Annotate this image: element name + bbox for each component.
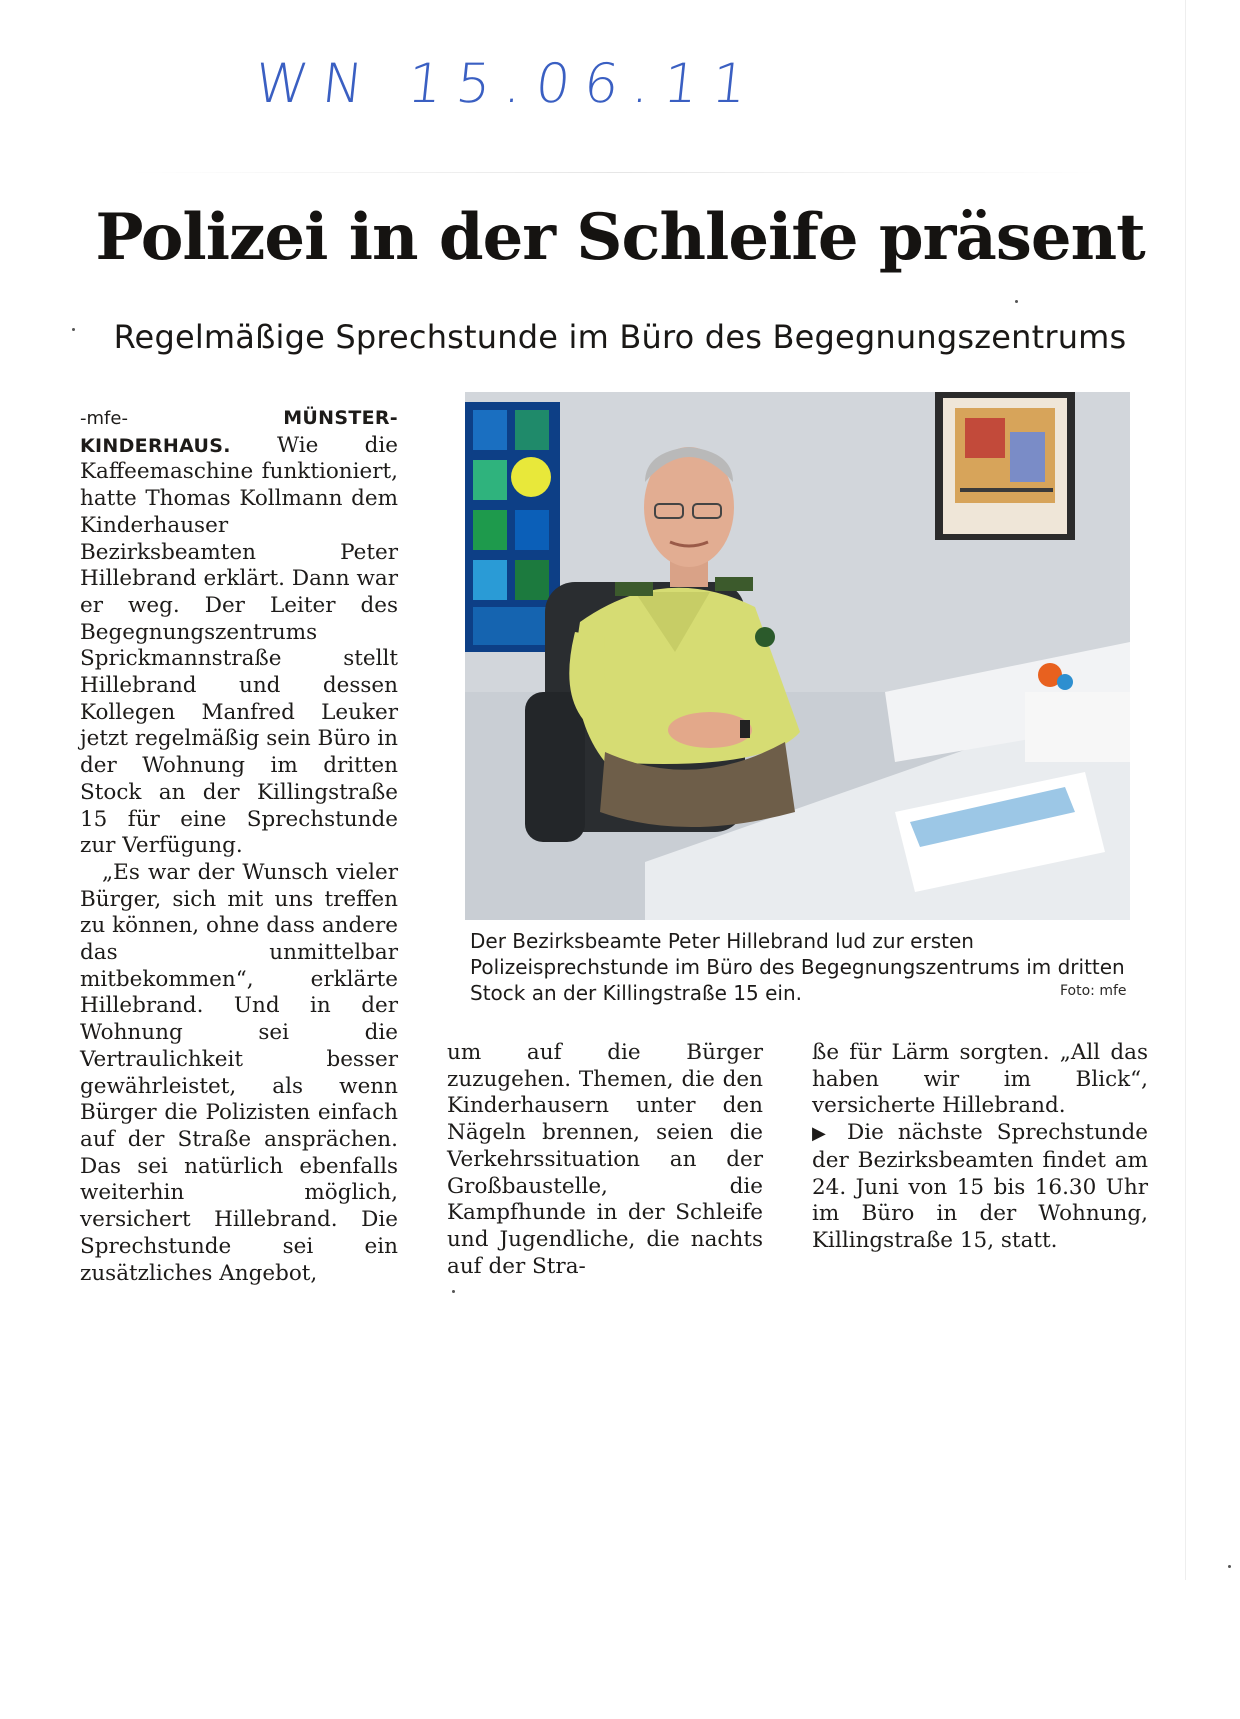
article-paragraph-1: [80, 405, 398, 860]
article-paragraph-2: „Es war der Wunsch vieler Bürger, sich mit uns treffen zu können, ohne dass andere das unmittelbar mitbekommen“, erklärte Hillebrand. Und in der Wohnung sei die Vertraulichkeit besser gewährleistet, als wenn Bürger die Polizisten einfach auf der Straße ansprächen. Das sei natürlich ebenfalls weiterhin möglich, versichert Hillebrand. Die Sprechstunde sei ein zusätzliches Angebot,: [80, 859, 398, 1286]
scan-edge: [1185, 0, 1186, 1580]
photo-illustration: [465, 392, 1130, 920]
notice-arrow-icon: ▶: [812, 1123, 833, 1145]
article-column-2: [447, 1040, 763, 1280]
article-column-1: [80, 405, 398, 1287]
scan-fold-line: [130, 172, 1110, 173]
photo-caption: Der Bezirksbeamte Peter Hillebrand lud zur ersten Polizeisprechstunde im Büro des Begegnungszentrums im dritten Stock an der Killingstraße 15 ein.: [470, 929, 1125, 1005]
handwritten-date-note: WN 15.06.11: [251, 52, 764, 115]
article-column-3: [812, 1040, 1148, 1255]
scan-speck: [1228, 1565, 1231, 1568]
dateline-place: MÜNSTER-KINDERHAUS.: [80, 407, 398, 457]
scan-speck: [72, 328, 75, 331]
column-3-text: ße für Lärm sorgten. „All das haben wir im Blick“, versicherte Hillebrand.: [812, 1040, 1148, 1119]
author-tag: -mfe-: [80, 408, 128, 429]
scan-speck: [1015, 300, 1018, 303]
article-photo: [465, 392, 1130, 920]
paragraph-1-text: Wie die Kaffeemaschine funktioniert, hatte Thomas Kollmann dem Kinderhauser Bezirksbeamten Peter Hillebrand erklärt. Dann war er weg. Der Leiter des Begegnungszentrums Sprickmannstraße stellt Hillebrand und dessen Kollegen Manfred Leuker jetzt regelmäßig sein Büro in der Wohnung im dritten Stock an der Killingstraße 15 für eine Sprechstunde zur Verfügung.: [80, 432, 398, 859]
scan-speck: [452, 1290, 455, 1293]
article-headline: Polizei in der Schleife präsent: [95, 200, 1145, 275]
article-subheadline: Regelmäßige Sprechstunde im Büro des Begegnungszentrums: [113, 318, 1127, 356]
photo-credit: Foto: mfe: [1060, 983, 1127, 999]
next-appointment-notice: [812, 1120, 1148, 1255]
notice-text: Die nächste Sprechstunde der Bezirksbeamten findet am 24. Juni von 15 bis 16.30 Uhr im Büro in der Wohnung, Killingstraße 15, statt.: [812, 1120, 1148, 1253]
column-2-text: um auf die Bürger zuzugehen. Themen, die den Kinderhausern unter den Nägeln brennen, seien die Verkehrssituation an der Großbaustelle, die Kampfhunde in der Schleife und Jugendliche, die nachts auf der Stra-: [447, 1040, 763, 1279]
